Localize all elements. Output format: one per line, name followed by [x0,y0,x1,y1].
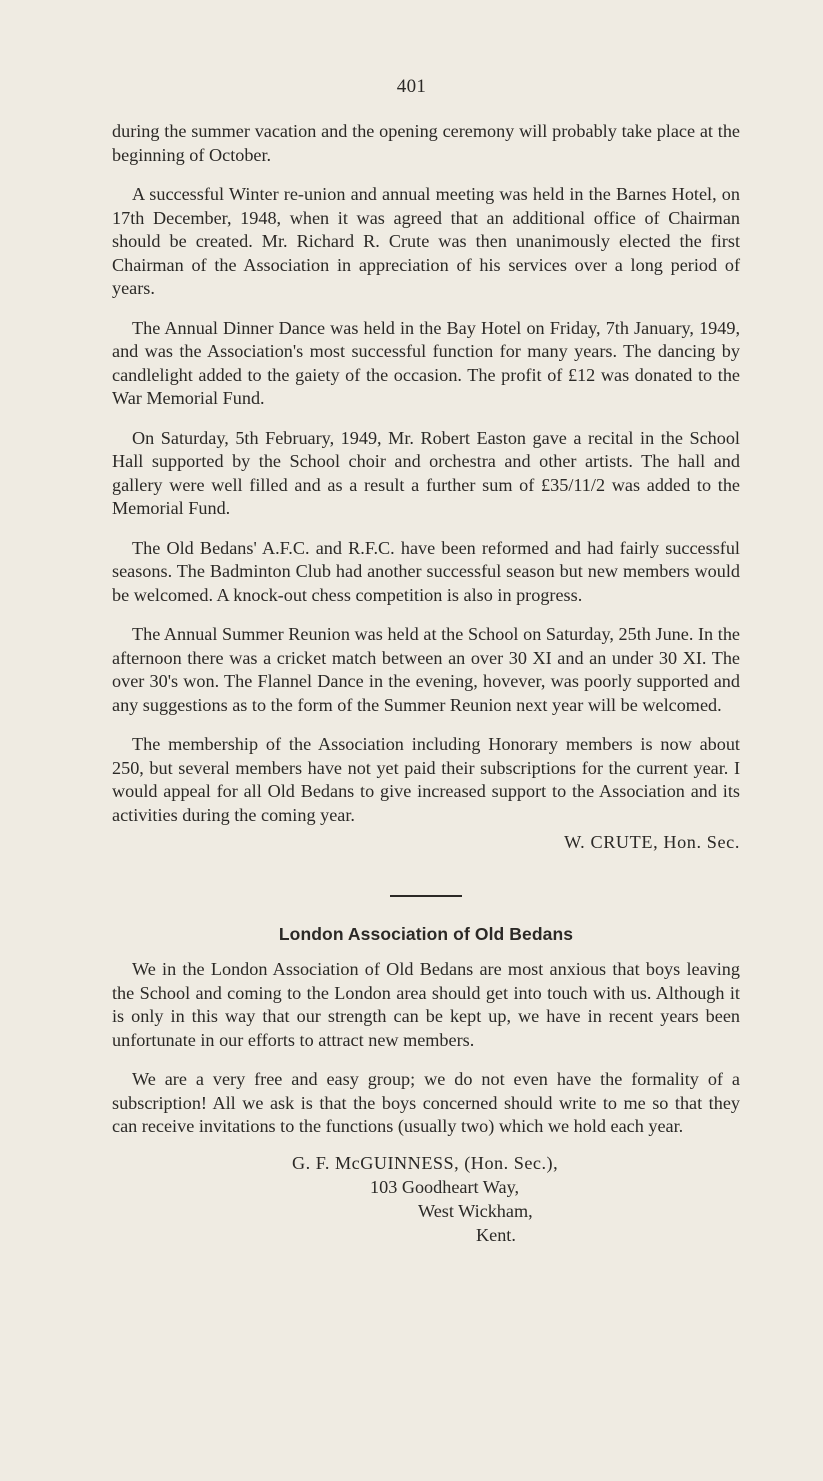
signature: W. CRUTE, Hon. Sec. [564,832,740,852]
paragraph-london-group: We are a very free and easy group; we do not even have the formality of a subscription! All we ask is that the boys concerned should write to me so that they can receive invitations to the functions (usually two) which we hold each year. [112,1069,740,1136]
paragraph-london-intro: We in the London Association of Old Bedans are most anxious that boys leaving the School and coming to the London area should get into touch with us. Although it is only in this way that our strength can be kept up, we have in recent years been unfortunate in our efforts to attract new members. [112,959,740,1050]
section-heading: London Association of Old Bedans [278,923,574,944]
paragraph-summer-reunion: The Annual Summer Reunion was held at the School on Saturday, 25th June. In the afternoon there was a cricket match between an over 30 XI and an under 30 XI. The over 30's won. The Flannel Dance in the evening, hovever, was poorly supported and any suggestions as to the form of the Summer Reunion next year will be welcomed. [112,624,740,715]
address-line-county: Kent. [476,1224,516,1245]
paragraph-clubs: The Old Bedans' A.F.C. and R.F.C. have been reformed and had fairly successful seasons. The Badminton Club had another successful season but new members would be welcomed. A knock-out chess competition is also in progress. [112,537,740,605]
paragraph-recital: On Saturday, 5th February, 1949, Mr. Robert Easton gave a recital in the School Hall supported by the School choir and orchestra and other artists. The hall and gallery were well filled and as a result a further sum of £35/11/2 was added to the Memorial Fund. [112,427,740,518]
paragraph-winter-reunion: A successful Winter re-union and annual meeting was held in the Barnes Hotel, on 17th December, 1948, when it was agreed that an additional office of Chairman should be created. Mr. Richard R. Crute was then unanimously elected the first Chairman of the Association in appreciation of his services over a long period of years. [112,184,740,298]
page-number: 401 [396,76,427,97]
address-line-street: 103 Goodheart Way, [370,1176,520,1197]
address-line-town: West Wickham, [418,1200,533,1221]
address-line-name: G. F. McGUINNESS, (Hon. Sec.), [292,1152,559,1173]
paragraph-membership: The membership of the Association including Honorary members is now about 250, but several members have not yet paid their subscriptions for the current year. I would appeal for all Old Bedans to give increased support to the Association and its activities during the coming year. [112,734,740,825]
address-block [112,1151,740,1247]
paragraph-continued: during the summer vacation and the opening ceremony will probably take place at the beginning of October. [112,121,740,165]
section-divider [390,895,462,897]
article-body [112,120,740,1247]
paragraph-dinner-dance: The Annual Dinner Dance was held in the Bay Hotel on Friday, 7th January, 1949, and was the Association's most successful function for many years. The dancing by candlelight added to the gaiety of the occasion. The profit of £12 was donated to the War Memorial Fund. [112,317,740,408]
